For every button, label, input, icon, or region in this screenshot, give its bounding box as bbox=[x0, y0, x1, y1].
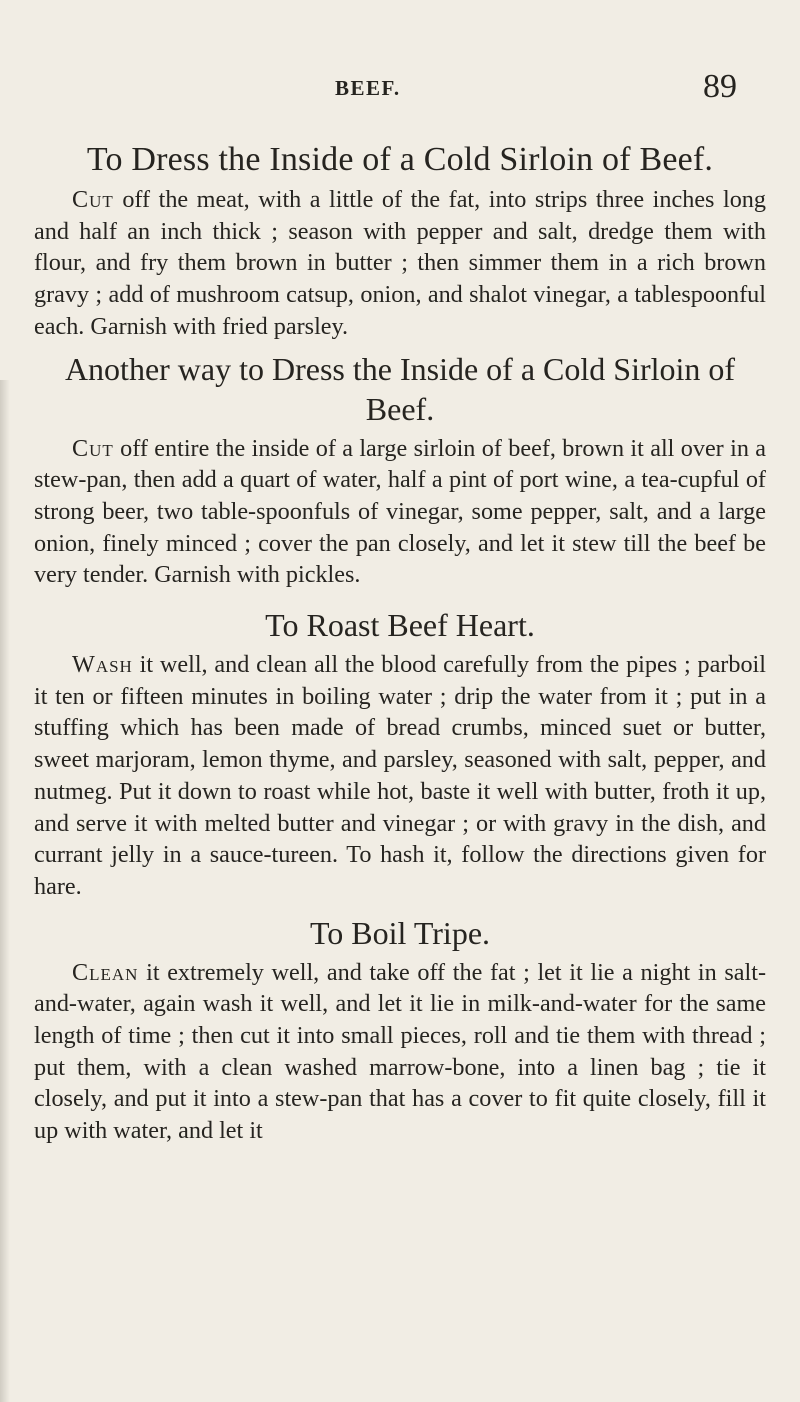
recipe-text: it well, and clean all the blood carefully from the pipes ; parboil it ten or fifteen minutes in boiling water ; drip the water from it ; put in a stuffing which has been made of bread crumbs, minced suet or butter, sweet marjoram, lemon thyme, and parsley, seasoned with salt, pepper, and nutmeg. Put it down to roast while hot, baste it well with butter, froth it up, and serve it with melted butter and vinegar ; or with gravy in the dish, and currant jelly in a sauce-tureen. To hash it, follow the directions given for hare. bbox=[34, 651, 766, 900]
recipe-text: off the meat, with a little of the fat, into strips three inches long and half an inch thick ; season with pepper and salt, dredge them with flour, and fry them brown in butter ; then simmer them in a rich brown gravy ; add of mushroom catsup, onion, and shalot vinegar, a tablespoonful each. Garnish with fried parsley. bbox=[34, 186, 766, 340]
recipe-paragraph bbox=[34, 957, 766, 1147]
recipe-another-way-cold-sirloin bbox=[34, 349, 766, 592]
lead-word: Wash bbox=[72, 651, 133, 679]
lead-word: Cut bbox=[72, 186, 114, 213]
recipe-roast-beef-heart bbox=[34, 605, 766, 903]
recipe-text: off entire the inside of a large sirloin of beef, brown it all over in a stew-pan, then add a quart of water, half a pint of port wine, a tea-cupful of strong beer, two table-spoonfuls of vinegar, some pepper, salt, and a large onion, finely minced ; cover the pan closely, and let it stew till the beef be very tender. Garnish with pickles. bbox=[34, 434, 766, 589]
page-content bbox=[34, 138, 766, 1147]
page-number: 89 bbox=[703, 68, 737, 105]
running-head bbox=[0, 64, 800, 104]
recipe-heading: To Boil Tripe. bbox=[309, 914, 491, 951]
recipe-text: it extremely well, and take off the fat ; let it lie a night in salt-and-water, again wash it well, and let it lie in milk-and-water for the same length of time ; then cut it into small pieces, roll and tie them with thread ; put them, with a clean washed marrow-bone, into a linen bag ; tie it closely, and put it into a stew-pan that has a cover to fit quite closely, fill it up with water, and let it bbox=[34, 958, 766, 1145]
lead-word: Cut bbox=[72, 434, 114, 462]
recipe-heading: To Dress the Inside of a Cold Sirloin of Beef. bbox=[86, 141, 714, 178]
recipe-cold-sirloin-inside bbox=[34, 138, 766, 343]
recipe-boil-tripe bbox=[34, 913, 766, 1147]
recipe-paragraph bbox=[34, 433, 766, 592]
lead-word: Clean bbox=[72, 958, 139, 986]
running-title: BEEF. bbox=[335, 76, 401, 100]
page-gutter-shadow bbox=[0, 380, 10, 1402]
recipe-heading: Another way to Dress the Inside of a Cold Sirloin of Beef. bbox=[64, 350, 736, 427]
recipe-heading: To Roast Beef Heart. bbox=[265, 607, 535, 644]
recipe-paragraph bbox=[34, 649, 766, 903]
recipe-paragraph bbox=[34, 184, 766, 343]
